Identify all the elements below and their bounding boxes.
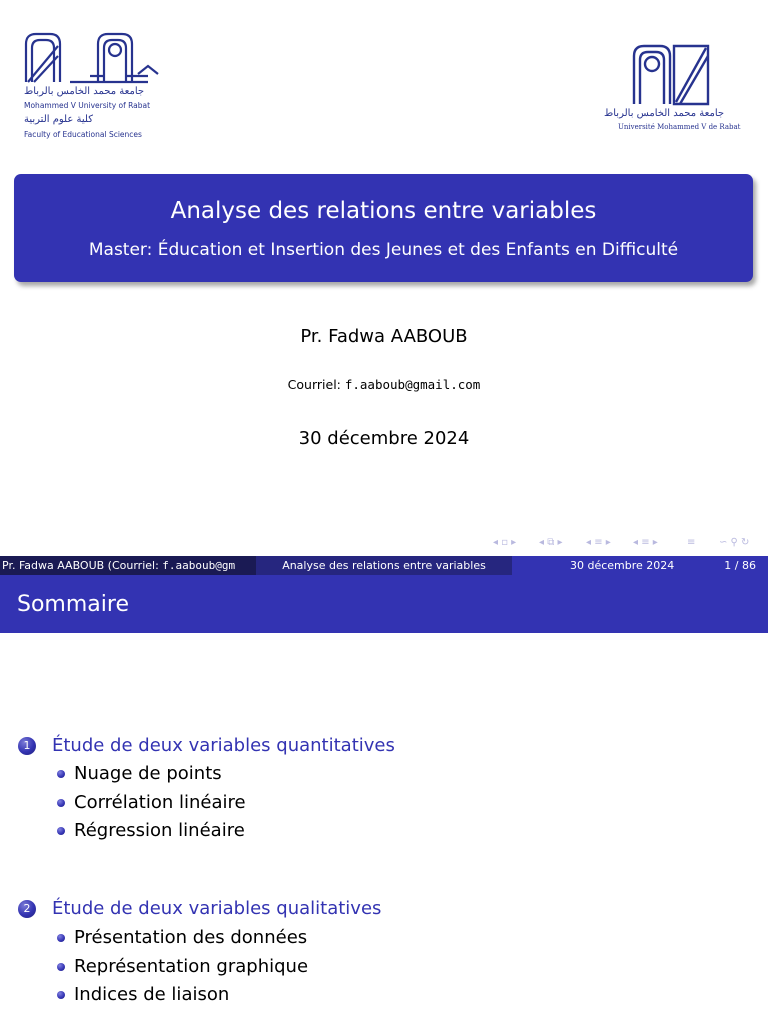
subsection-label[interactable]: Représentation graphique: [74, 956, 309, 977]
footer-bar: [0, 556, 768, 575]
presentation-date: 30 décembre 2024: [298, 428, 470, 449]
university-english-name: Mohammed V University of Rabat: [24, 101, 151, 110]
nav-subsection-icon[interactable]: ◂ ≡ ▸: [586, 537, 611, 548]
footer-page-number: 1 / 86: [724, 559, 756, 572]
section-title[interactable]: Étude de deux variables quantitatives: [52, 735, 395, 756]
faculty-english-name: Faculty of Educational Sciences: [24, 130, 142, 139]
bullet-icon: [57, 827, 65, 835]
faculty-emblem-icon: [20, 30, 165, 88]
nav-frame-icon[interactable]: ◂ ⧉ ▸: [539, 537, 563, 548]
nav-slide-icon[interactable]: ◂ ▫ ▸: [493, 537, 517, 548]
subsection-label[interactable]: Régression linéaire: [74, 820, 245, 841]
author-name: Pr. Fadwa AABOUB: [300, 326, 468, 347]
author-email: [0, 377, 768, 392]
university-emblem-icon: [630, 42, 710, 106]
subsection-label[interactable]: Corrélation linéaire: [74, 792, 246, 813]
nav-search-icon[interactable]: ∽ ⚲ ↻: [719, 537, 750, 548]
subsection-label[interactable]: Nuage de points: [74, 763, 222, 784]
nav-document-icon[interactable]: ≡: [687, 537, 696, 548]
bullet-icon: [57, 934, 65, 942]
bullet-icon: [57, 770, 65, 778]
footer-date-page: [512, 556, 768, 575]
university-arabic-name: جامعة محمد الخامس بالرباط: [24, 86, 145, 97]
footer-author-text: Pr. Fadwa AABOUB (Courriel:: [2, 559, 163, 572]
footer-date: 30 décembre 2024: [570, 559, 675, 572]
email-address[interactable]: f.aaboub@gmail.com: [344, 377, 481, 392]
section-title[interactable]: Étude de deux variables qualitatives: [52, 898, 382, 919]
frame-title-bar: [0, 575, 768, 633]
university-logo: [600, 42, 741, 137]
subsection-label[interactable]: Indices de liaison: [74, 984, 230, 1005]
email-label: Courriel:: [287, 377, 345, 392]
title-block: [14, 174, 753, 282]
footer-author-email: f.aaboub@gm: [162, 559, 236, 572]
university-arabic-name-right: جامعة محمد الخامس بالرباط: [604, 108, 725, 119]
presentation-subtitle: Master: Éducation et Insertion des Jeunes et des Enfants en Difficulté: [88, 240, 679, 260]
footer-title: Analyse des relations entre variables: [256, 556, 512, 575]
frame-title: Sommaire: [17, 592, 129, 617]
footer-author: [0, 556, 256, 575]
bullet-icon: [57, 991, 65, 999]
navigation-symbols: [493, 537, 768, 553]
presentation-title: Analyse des relations entre variables: [170, 198, 597, 224]
section-number-badge: 2: [18, 900, 36, 918]
bullet-icon: [57, 799, 65, 807]
university-french-name: Université Mohammed V de Rabat: [618, 123, 741, 131]
bullet-icon: [57, 963, 65, 971]
section-number-badge: 1: [18, 737, 36, 755]
faculty-arabic-name: كلية علوم التربية: [24, 114, 93, 125]
subsection-label[interactable]: Présentation des données: [74, 927, 308, 948]
faculty-logo: [20, 30, 165, 145]
nav-section-icon[interactable]: ◂ ≡ ▸: [633, 537, 658, 548]
